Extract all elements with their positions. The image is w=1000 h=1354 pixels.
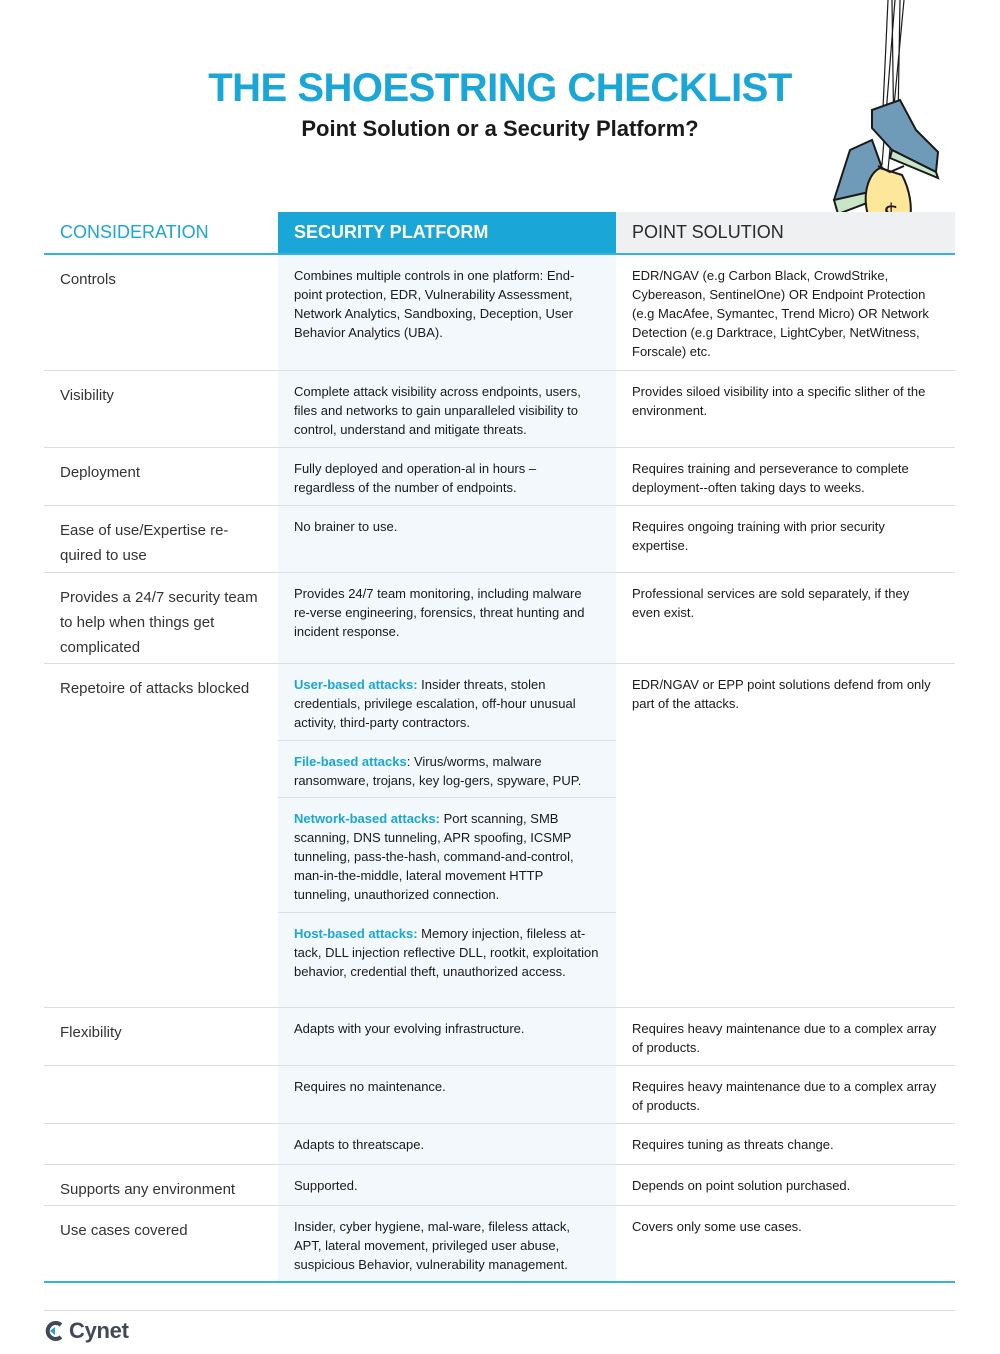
logo-text: Cynet — [69, 1318, 129, 1343]
consideration-cell: Provides a 24/7 security team to help when things get complicated — [60, 589, 258, 656]
point-solution-cell: Requires training and perseverance to complete deployment--often taking days to weeks. — [632, 461, 909, 495]
platform-cell: Supported. — [294, 1178, 358, 1193]
table-row — [44, 255, 955, 371]
consideration-cell: Use cases covered — [60, 1222, 188, 1239]
attack-category-item — [278, 741, 616, 798]
consideration-cell — [44, 1124, 278, 1164]
consideration-cell: Deployment — [60, 464, 141, 481]
point-solution-cell: Requires heavy maintenance due to a complex array of products. — [632, 1021, 937, 1055]
table-row — [44, 1066, 955, 1124]
platform-cell: Fully deployed and operation-al in hours – regardless of the number of endpoints. — [294, 461, 537, 495]
attack-category-label: File-based attacks — [294, 754, 407, 769]
attack-category-item — [278, 913, 616, 991]
point-solution-cell: Professional services are sold separately, if they even exist. — [632, 586, 910, 620]
attack-category-item — [278, 664, 616, 741]
platform-cell: Requires no maintenance. — [294, 1079, 446, 1094]
table-row — [44, 573, 955, 664]
column-header-consideration: CONSIDERATION — [60, 222, 209, 242]
point-solution-cell: Requires tuning as threats change. — [632, 1137, 834, 1152]
consideration-cell: Flexibility — [60, 1024, 122, 1041]
hanging-sneakers-money-bag-icon — [820, 0, 980, 245]
attack-category-text: : Virus/worms, malware ransomware, trojans, key log-gers, spyware, PUP. — [294, 754, 582, 788]
consideration-cell: Supports any environment — [60, 1181, 236, 1198]
attack-category-item — [278, 798, 616, 913]
point-solution-cell: EDR/NGAV or EPP point solutions defend from only part of the attacks. — [632, 677, 931, 711]
platform-cell: Adapts with your evolving infrastructure. — [294, 1021, 525, 1036]
column-header-security-platform: SECURITY PLATFORM — [278, 212, 616, 253]
attack-category-text: Insider threats, stolen credentials, privilege escalation, off-hour unusual activity, third-party contractors. — [294, 677, 576, 730]
platform-cell: No brainer to use. — [294, 519, 398, 534]
platform-cell — [278, 664, 616, 1007]
table-row — [44, 1165, 955, 1206]
column-header-point-solution: POINT SOLUTION — [616, 212, 955, 253]
attack-category-text: Port scanning, SMB scanning, DNS tunneling, APR spoofing, ICSMP tunneling, pass-the-hash, command-and-control, man-in-the-middle, lateral movement HTTP tunneling, unauthorized connection. — [294, 811, 574, 902]
footer-divider — [44, 1310, 955, 1311]
platform-cell: Combines multiple controls in one platform: End-point protection, EDR, Vulnerability Assessment, Network Analytics, Sandboxing, Deception, User Behavior Analytics (UBA). — [294, 268, 575, 340]
consideration-cell: Visibility — [60, 387, 114, 404]
attack-category-label: Host-based attacks: — [294, 926, 418, 941]
platform-cell: Complete attack visibility across endpoints, users, files and networks to gain unparalleled visibility to control, understand and mitigate threats. — [294, 384, 581, 437]
point-solution-cell: EDR/NGAV (e.g Carbon Black, CrowdStrike, Cybereason, SentinelOne) OR Endpoint Protection (e.g MacAfee, Symantec, Trend Micro) OR Network Detection (e.g Darktrace, LightCyber, NetWitness, Forscale) etc. — [632, 268, 929, 359]
consideration-cell: Controls — [60, 271, 116, 288]
table-row — [44, 1206, 955, 1283]
consideration-cell — [44, 1066, 278, 1123]
table-row — [44, 1124, 955, 1165]
page-subtitle: Point Solution or a Security Platform? — [301, 116, 699, 141]
platform-cell: Insider, cyber hygiene, mal-ware, fileless attack, APT, lateral movement, privileged user abuse, suspicious Behavior, vulnerability management. — [294, 1219, 571, 1272]
attack-category-label: User-based attacks: — [294, 677, 418, 692]
page-title: THE SHOESTRING CHECKLIST — [208, 66, 792, 110]
table-header — [44, 212, 955, 255]
table-row — [44, 448, 955, 506]
attack-category-text: Memory injection, fileless at-tack, DLL injection reflective DLL, rootkit, exploitation behavior, credential theft, unauthorized access. — [294, 926, 599, 979]
consideration-cell: Repetoire of attacks blocked — [60, 680, 250, 697]
table-row — [44, 371, 955, 448]
platform-cell: Provides 24/7 team monitoring, including malware re-verse engineering, forensics, threat hunting and incident response. — [294, 586, 585, 639]
attack-category-label: Network-based attacks: — [294, 811, 440, 826]
point-solution-cell: Requires heavy maintenance due to a complex array of products. — [632, 1079, 937, 1113]
table-row — [44, 1008, 955, 1066]
table-row — [44, 664, 955, 1008]
comparison-table — [44, 212, 955, 1283]
point-solution-cell: Depends on point solution purchased. — [632, 1178, 851, 1193]
table-row — [44, 506, 955, 573]
point-solution-cell: Requires ongoing training with prior security expertise. — [632, 519, 885, 553]
cynet-c-icon — [44, 1320, 66, 1342]
cynet-logo — [44, 1318, 129, 1344]
point-solution-cell: Provides siloed visibility into a specific slither of the environment. — [632, 384, 926, 418]
point-solution-cell: Covers only some use cases. — [632, 1219, 802, 1234]
platform-cell: Adapts to threatscape. — [294, 1137, 425, 1152]
consideration-cell: Ease of use/Expertise re-quired to use — [60, 522, 229, 564]
